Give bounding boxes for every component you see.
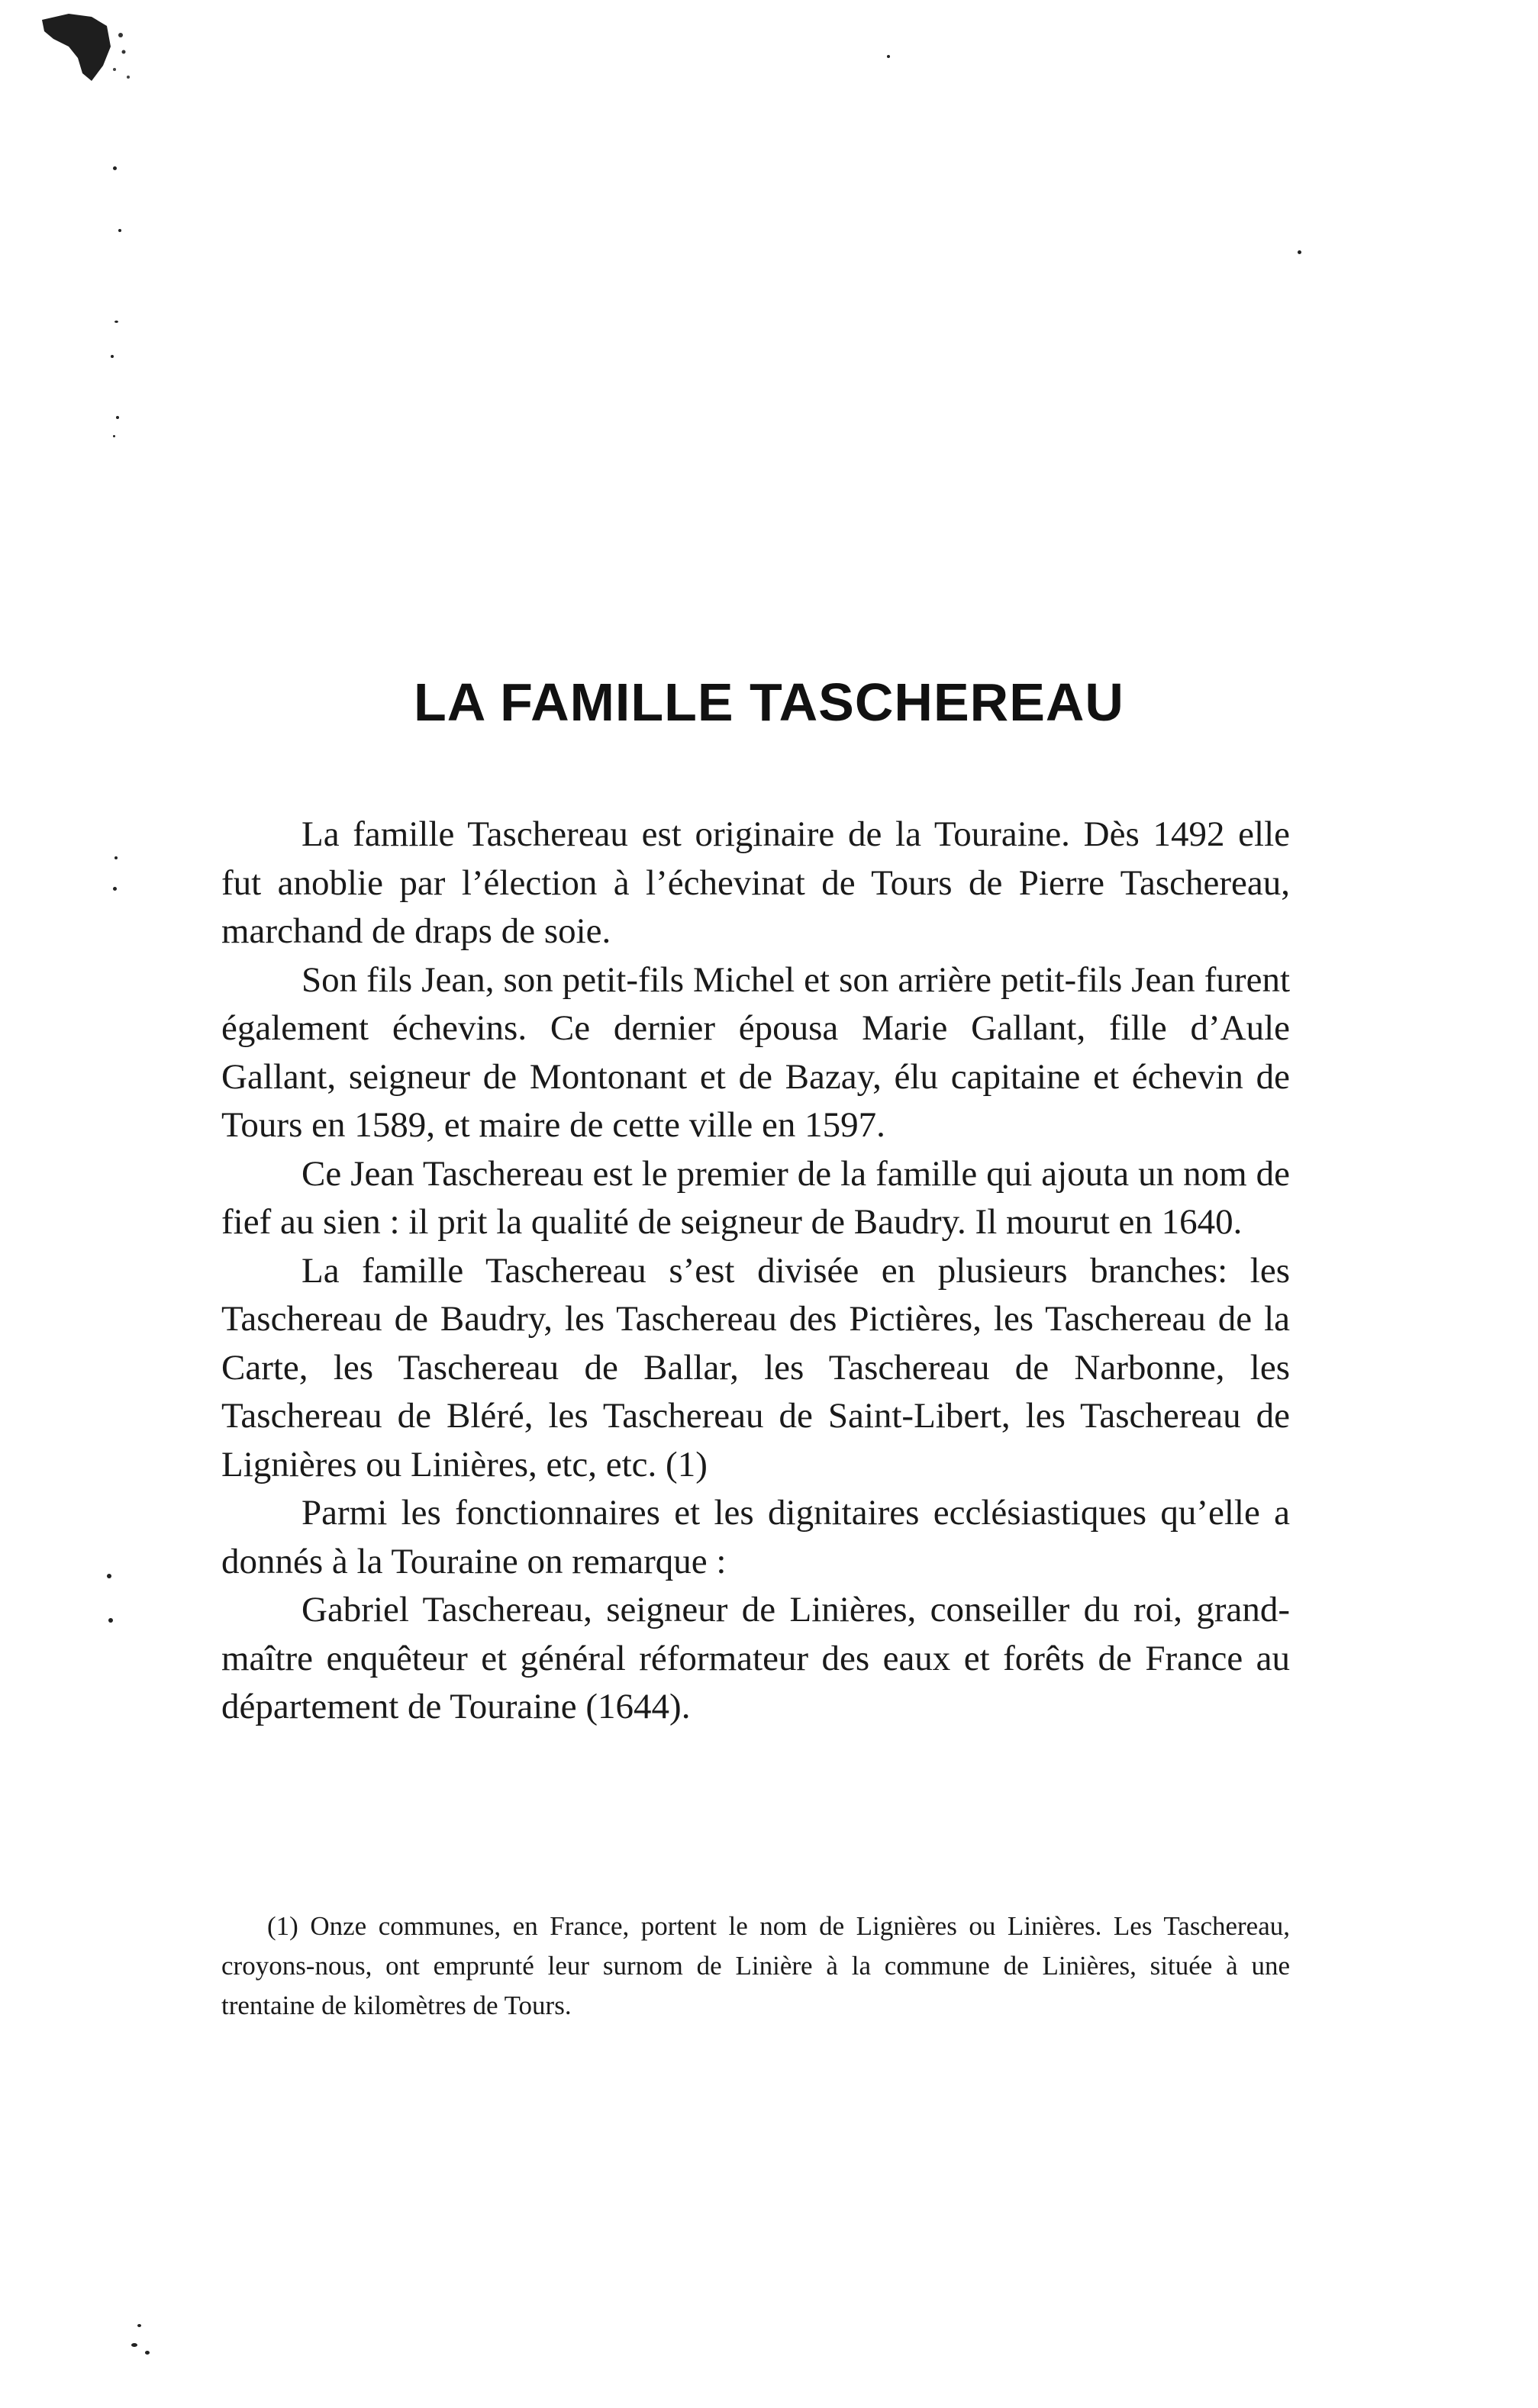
scan-speck <box>1298 250 1301 254</box>
scan-blot-mark <box>38 5 137 89</box>
scan-speck <box>118 229 121 232</box>
paragraph: Parmi les fonctionnaires et les dignitaires ecclésiastiques qu’elle a donnés à la Touraine on remarque : <box>221 1493 1290 1581</box>
scan-speck <box>131 2343 137 2347</box>
scan-speck <box>107 1574 111 1578</box>
scan-speck <box>108 1618 113 1623</box>
chapter-title: LA FAMILLE TASCHEREAU <box>414 672 1124 732</box>
scan-speck <box>116 416 119 419</box>
footnote <box>221 1907 1290 2026</box>
scan-speck <box>113 166 117 170</box>
scan-speck <box>887 55 890 58</box>
scan-speck <box>137 2324 141 2327</box>
scan-speck <box>114 321 118 323</box>
body-text <box>221 811 1290 1732</box>
paragraph: Ce Jean Taschereau est le premier de la famille qui ajouta un nom de fief au sien : il prit la qualité de seigneur de Baudry. Il mourut en 1640. <box>221 1153 1290 1242</box>
footnote-text: (1) Onze communes, en France, portent le nom de Lignières ou Linières. Les Taschereau, croyons-nous, ont emprunté leur surnom de Linière à la commune de Linières, située à une trentaine de kilomètres de Tours. <box>221 1911 1290 2020</box>
scan-speck <box>114 856 118 859</box>
scan-speck <box>111 355 114 358</box>
paragraph: La famille Taschereau s’est divisée en plusieurs branches: les Taschereau de Baudry, les Taschereau des Pictières, les Taschereau de la Carte, les Taschereau de Ballar, les Taschereau de Narbonne, les Taschereau de Bléré, les Taschereau de Saint-Libert, les Taschereau de Lignières ou Linières, etc, etc. (1) <box>221 1250 1290 1484</box>
paragraph: Son fils Jean, son petit-fils Michel et son arrière petit-fils Jean furent également échevins. Ce dernier épousa Marie Gallant, fille d’Aule Gallant, seigneur de Montonant et de Bazay, élu capitaine et échevin de Tours en 1589, et maire de cette ville en 1597. <box>221 959 1290 1145</box>
scan-speck <box>145 2351 150 2355</box>
paragraph: La famille Taschereau est originaire de la Touraine. Dès 1492 elle fut anoblie par l’élection à l’échevinat de Tours de Pierre Taschereau, marchand de draps de soie. <box>221 814 1290 951</box>
paragraph: Gabriel Taschereau, seigneur de Linières, conseiller du roi, grand-maître enquêteur et général réformateur des eaux et forêts de France au département de Touraine (1644). <box>221 1590 1290 1726</box>
scan-speck <box>113 887 117 891</box>
scan-speck <box>113 435 115 437</box>
